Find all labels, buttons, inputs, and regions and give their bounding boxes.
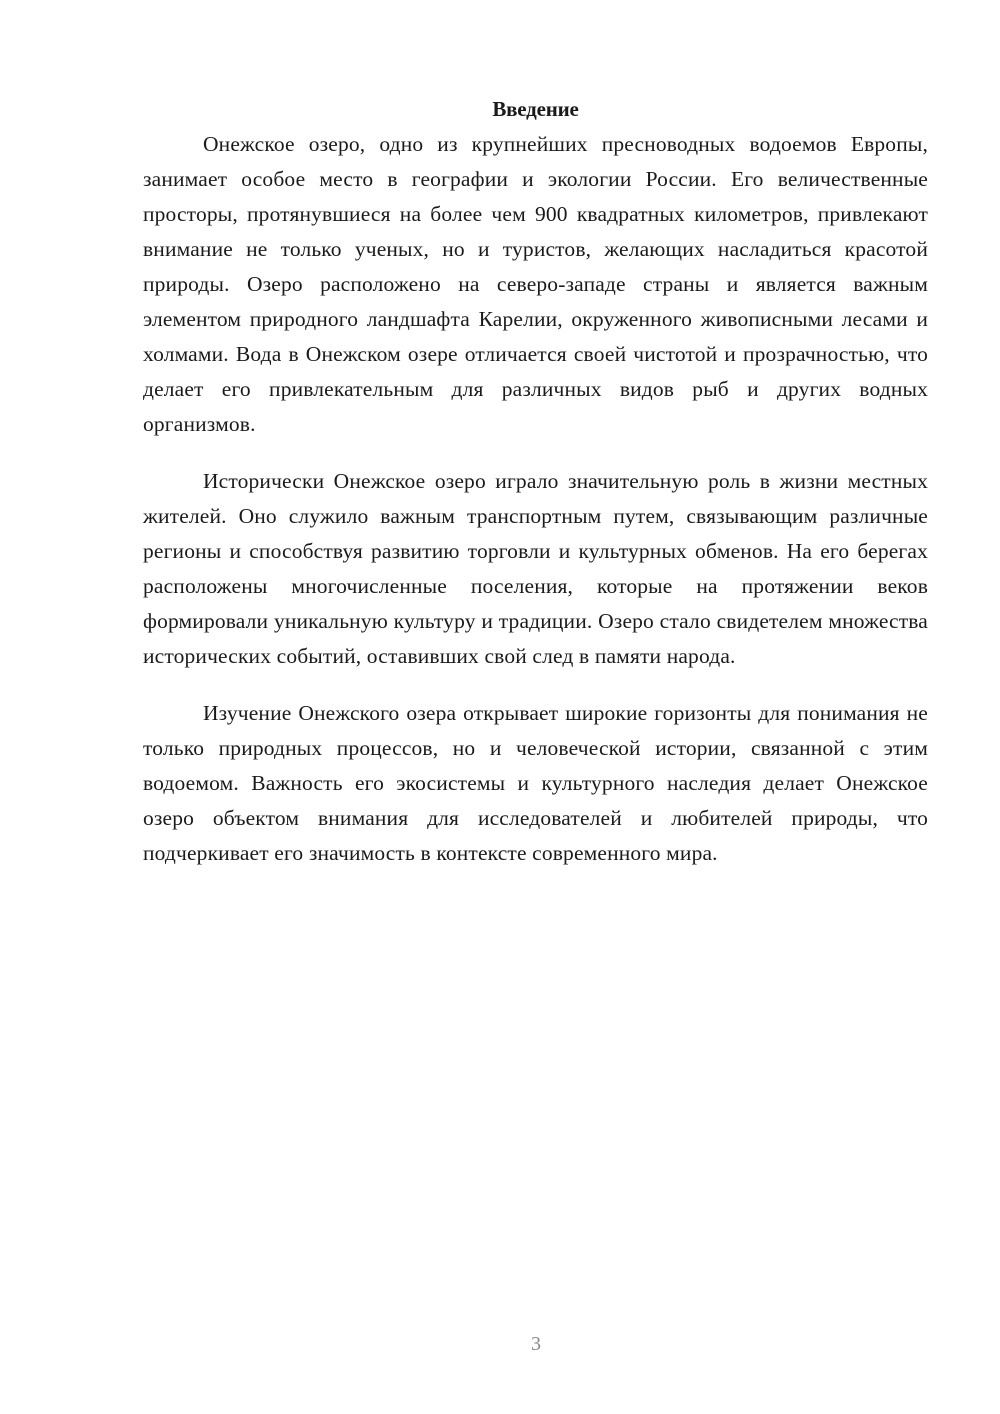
paragraph-1: Онежское озеро, одно из крупнейших пресноводных водоемов Европы, занимает особое место в географии и экологии России. Его величественные просторы, протянувшиеся на более чем 900 квадратных километров, привлекают внимание не только ученых, но и туристов, желающих насладиться красотой природы. Озеро расположено на северо-западе страны и является важным элементом природного ландшафта Карелии, окруженного живописными лесами и холмами. Вода в Онежском озере отличается своей чистотой и прозрачностью, что делает его привлекательным для различных видов рыб и других водных организмов.	[143, 132, 928, 436]
paragraph-2: Исторически Онежское озеро играло значительную роль в жизни местных жителей. Оно служило важным транспортным путем, связывающим различные регионы и способствуя развитию торговли и культурных обменов. На его берегах расположены многочисленные поселения, которые на протяжении веков формировали уникальную культуру и традиции. Озеро стало свидетелем множества исторических событий, оставивших свой след в памяти народа.	[143, 469, 928, 668]
page-number: 3	[531, 1333, 541, 1355]
section-heading: Введение	[492, 97, 579, 121]
paragraph-3: Изучение Онежского озера открывает широкие горизонты для понимания не только природных процессов, но и человеческой истории, связанной с этим водоемом. Важность его экосистемы и культурного наследия делает Онежское озеро объектом внимания для исследователей и любителей природы, что подчеркивает его значимость в контексте современного мира.	[143, 701, 928, 865]
page-content	[143, 92, 928, 871]
